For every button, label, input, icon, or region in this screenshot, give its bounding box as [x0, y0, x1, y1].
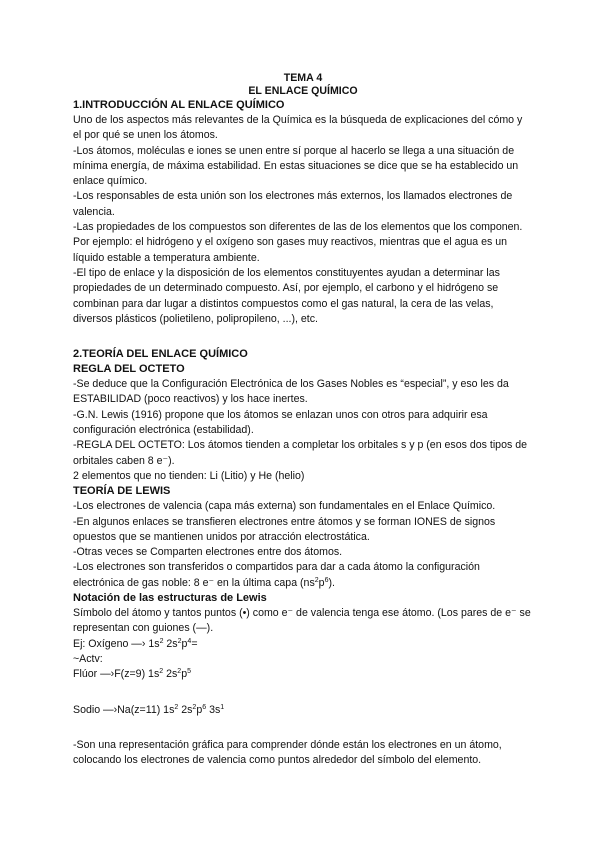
- paragraph: Símbolo del átomo y tantos puntos (•) como e⁻ de valencia tenga ese átomo. (Los pares de e⁻ se representan con guiones (—).: [73, 607, 531, 635]
- superscript: 2: [177, 637, 182, 645]
- superscript: 6: [202, 703, 207, 711]
- doc-title-2: EL ENLACE QUÍMICO: [248, 85, 358, 97]
- paragraph: -Se deduce que la Configuración Electrónica de los Gases Nobles es “especial”, y eso les da ESTABILIDAD (poco reactivos) y los hace inertes.: [73, 378, 509, 406]
- paragraph: -Son una representación gráfica para comprender dónde están los electrones en un átomo, colocando los electrones de valencia como puntos alrededor del símbolo del elemento.: [73, 738, 502, 767]
- example-oxigeno: [73, 637, 533, 652]
- text-run: 2s: [163, 668, 178, 681]
- paragraph: -REGLA DEL OCTETO: Los átomos tienden a completar los orbitales s y p (en esos dos tipos de orbitales caben 8 e⁻).: [73, 439, 527, 467]
- paragraph: -En algunos enlaces se transfieren electrones entre átomos y se forman IONES de signos opuestos que se mantienen unidos por atracción electrostática.: [73, 515, 496, 543]
- text-run: Sodio —›Na(z=11) 1s: [73, 703, 175, 716]
- text-run: p: [181, 637, 188, 650]
- example-sodio: [73, 703, 533, 718]
- example-fluor: [73, 667, 533, 682]
- superscript: 2: [192, 703, 197, 711]
- superscript: 2: [159, 637, 164, 645]
- subheading-notacion: Notación de las estructuras de Lewis: [73, 592, 267, 605]
- superscript: 2: [174, 703, 179, 711]
- text-run: ).: [328, 576, 335, 589]
- paragraph: -Los átomos, moléculas e iones se unen entre sí porque al hacerlo se llega a una situación de mínima energía, de máxima estabilidad. En estas situaciones se dice que se ha establecido un enlace químico.: [73, 144, 519, 188]
- subheading-octeto: REGLA DEL OCTETO: [73, 363, 185, 376]
- text-run: Ej: Oxígeno —› 1s: [73, 637, 160, 650]
- paragraph: 2 elementos que no tienden: Li (Litio) y He (helio): [73, 469, 305, 482]
- document-page: [73, 72, 533, 768]
- superscript: 6: [324, 576, 329, 584]
- superscript: 5: [187, 668, 192, 676]
- text-run: Flúor —›F(z=9) 1s: [73, 668, 160, 681]
- section-2-heading: 2.TEORÍA DEL ENLACE QUÍMICO: [73, 348, 248, 361]
- superscript: 1: [220, 703, 225, 711]
- superscript: 4: [187, 637, 192, 645]
- text-run: 2s: [163, 637, 178, 650]
- text-run: -Los electrones son transferidos o compartidos para dar a cada átomo la configuración electrónica de gas noble: 8 e⁻ en la última capa (ns: [73, 561, 480, 589]
- subheading-lewis: TEORÍA DE LEWIS: [73, 485, 171, 498]
- text-run: 3s: [206, 703, 221, 716]
- paragraph: Uno de los aspectos más relevantes de la Química es la búsqueda de explicaciones del cómo y el por qué se unen los átomos.: [73, 114, 523, 142]
- text-run: =: [191, 637, 198, 650]
- paragraph: -Los electrones de valencia (capa más externa) son fundamentales en el Enlace Químico.: [73, 500, 496, 513]
- superscript: 2: [314, 576, 319, 584]
- text-run: p: [196, 703, 203, 716]
- paragraph: -Los responsables de esta unión son los electrones más externos, los llamados electrones de valencia.: [73, 190, 513, 218]
- paragraph: -G.N. Lewis (1916) propone que los átomos se enlazan unos con otros para adquirir esa configuración electrónica (estabilidad).: [73, 408, 488, 437]
- paragraph: -Las propiedades de los compuestos son diferentes de las de los elementos que los componen. Por ejemplo: el hidrógeno y el oxígeno son gases muy reactivos, mientras que el agua es un líquido estable a temperatura ambiente.: [73, 221, 523, 264]
- text-run: p: [318, 576, 325, 589]
- paragraph: [73, 560, 533, 591]
- text-run: 2s: [178, 703, 193, 716]
- paragraph: -El tipo de enlace y la disposición de los elementos constituyentes ayudan a determinar las propiedades de un determinado compuesto. Así, por ejemplo, el carbono y el hidrógeno se combinan para dar lugar a distintos compuestos como el gas natural, la cera de las velas, diversos plásticos (polietileno, polipropileno, ...), etc.: [73, 266, 500, 325]
- text-run: p: [181, 668, 188, 681]
- activity-note: ~Actv:: [73, 652, 103, 665]
- doc-title-1: TEMA 4: [283, 72, 323, 84]
- superscript: 2: [159, 668, 164, 676]
- superscript: 2: [177, 668, 182, 676]
- paragraph: -Otras veces se Comparten electrones entre dos átomos.: [73, 546, 343, 559]
- section-1-heading: 1.INTRODUCCIÓN AL ENLACE QUÍMICO: [73, 99, 285, 111]
